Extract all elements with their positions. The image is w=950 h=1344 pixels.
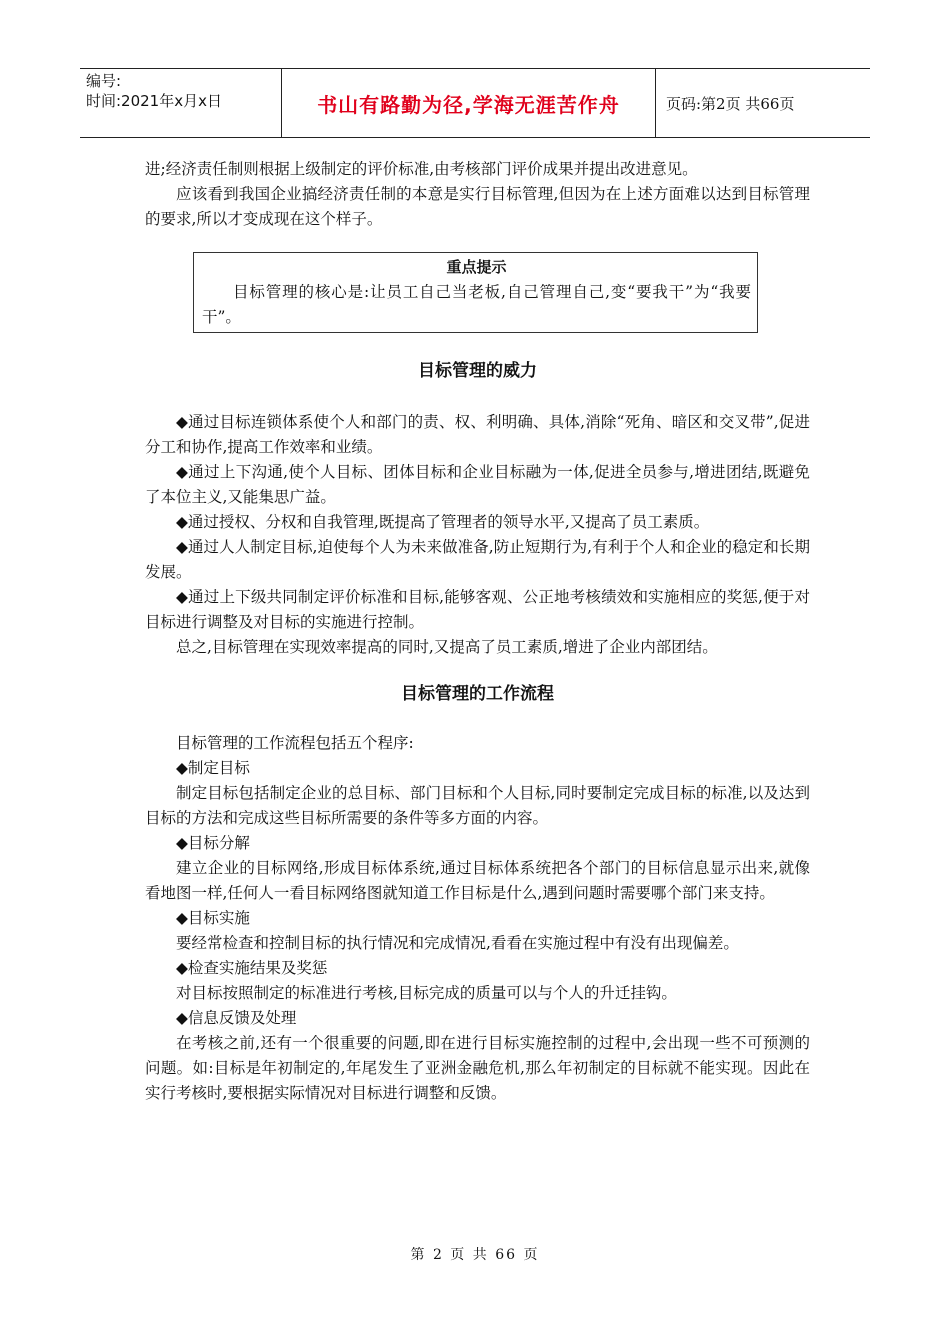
time-label: 时间:2021年x月x日 <box>86 92 222 110</box>
workflow-lead: 目标管理的工作流程包括五个程序: <box>176 734 414 752</box>
intro-paragraph-1: 进;经济责任制则根据上级制定的评价标准,由考核部门评价成果并提出改进意见。 <box>145 160 698 178</box>
tip-box-text: 目标管理的核心是:让员工自己当老板,自己管理自己,变“要我干”为“我要干”。 <box>202 283 751 326</box>
step-text-5: 在考核之前,还有一个很重要的问题,即在进行目标实施控制的过程中,会出现一些不可预测的问题。如:目标是年初制定的,年尾发生了亚洲金融危机,那么年初制定的目标就不能实现。因此在实行考核时,要根据实际情况对目标进行调整和反馈。 <box>145 1034 810 1102</box>
header-meta <box>80 69 282 137</box>
power-item-3: ◆通过授权、分权和自我管理,既提高了管理者的领导水平,又提高了员工素质。 <box>176 513 710 531</box>
section-title-power: 目标管理的威力 <box>418 361 537 381</box>
tip-box <box>193 252 758 333</box>
step-heading-3: ◆目标实施 <box>176 909 250 927</box>
step-text-3: 要经常检查和控制目标的执行情况和完成情况,看看在实施过程中有没有出现偏差。 <box>176 934 739 952</box>
tip-box-title: 重点提示 <box>446 258 507 276</box>
page-header <box>80 68 870 138</box>
section-title-workflow: 目标管理的工作流程 <box>401 684 554 704</box>
power-item-4: ◆通过人人制定目标,迫使每个人为未来做准备,防止短期行为,有利于个人和企业的稳定和长期发展。 <box>145 538 810 581</box>
step-text-2: 建立企业的目标网络,形成目标体系统,通过目标体系统把各个部门的目标信息显示出来,就像看地图一样,任何人一看目标网络图就知道工作目标是什么,遇到问题时需要哪个部门来支持。 <box>145 859 810 902</box>
header-motto: 书山有路勤为径,学海无涯苦作舟 <box>282 69 656 137</box>
step-heading-4: ◆检查实施结果及奖惩 <box>176 959 328 977</box>
power-item-1: ◆通过目标连锁体系使个人和部门的责、权、利明确、具体,消除“死角、暗区和交叉带”,促进分工和协作,提高工作效率和业绩。 <box>145 413 810 456</box>
power-item-2: ◆通过上下沟通,使个人目标、团体目标和企业目标融为一体,促进全员参与,增进团结,既避免了本位主义,又能集思广益。 <box>145 463 810 506</box>
step-heading-1: ◆制定目标 <box>176 759 250 777</box>
page-footer: 第 2 页 共 66 页 <box>410 1247 540 1263</box>
step-text-1: 制定目标包括制定企业的总目标、部门目标和个人目标,同时要制定完成目标的标准,以及达到目标的方法和完成这些目标所需要的条件等多方面的内容。 <box>145 784 810 827</box>
power-summary: 总之,目标管理在实现效率提高的同时,又提高了员工素质,增进了企业内部团结。 <box>176 638 718 656</box>
intro-paragraph-2: 应该看到我国企业搞经济责任制的本意是实行目标管理,但因为在上述方面难以达到目标管理的要求,所以才变成现在这个样子。 <box>145 185 810 228</box>
step-text-4: 对目标按照制定的标准进行考核,目标完成的质量可以与个人的升迁挂钩。 <box>176 984 677 1002</box>
header-page-info: 页码:第2页 共66页 <box>666 94 795 113</box>
step-heading-2: ◆目标分解 <box>176 834 250 852</box>
step-heading-5: ◆信息反馈及处理 <box>176 1009 297 1027</box>
number-label: 编号: <box>86 72 122 90</box>
power-item-5: ◆通过上下级共同制定评价标准和目标,能够客观、公正地考核绩效和实施相应的奖惩,便于对目标进行调整及对目标的实施进行控制。 <box>145 588 810 631</box>
document-body <box>145 157 810 1106</box>
